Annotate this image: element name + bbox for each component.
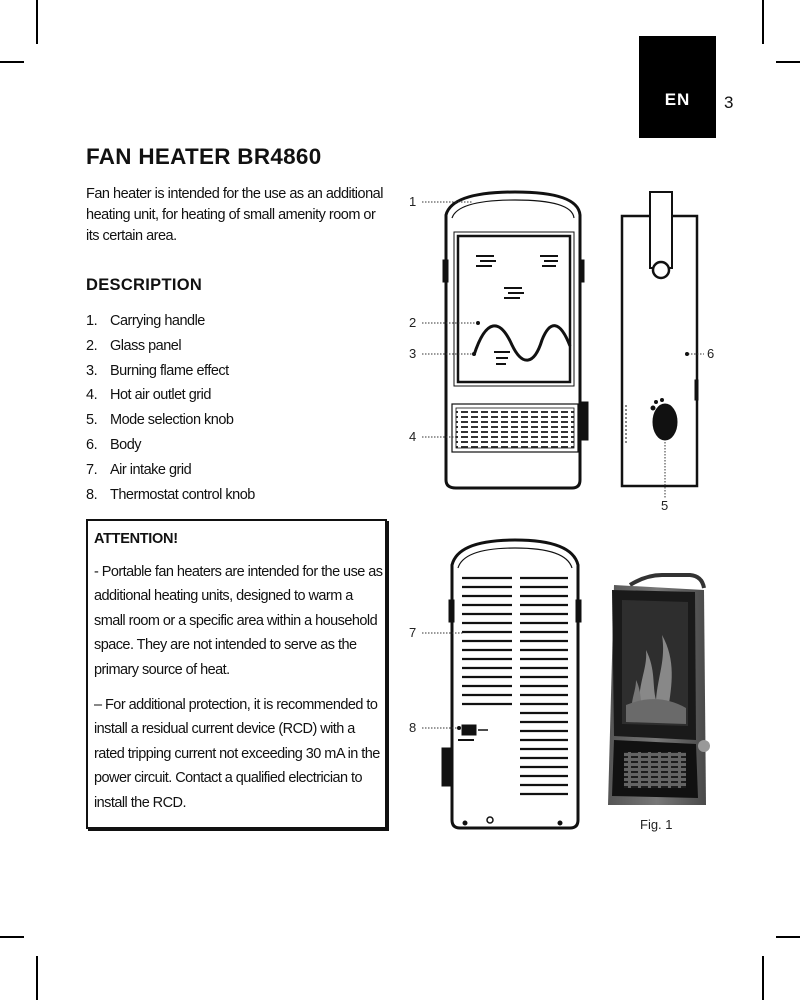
front-view: [443, 192, 588, 488]
attention-paragraph-1: - Portable fan heaters are intended for the use as additional heating units, designed to warm a small room or a specific area within a household space. They are not intended to serve as the primary source of heat.: [94, 564, 383, 678]
side-view: [622, 192, 698, 486]
language-tab: [639, 36, 716, 138]
description-heading: DESCRIPTION: [86, 276, 203, 294]
crop-mark: [0, 936, 24, 938]
list-item: 3. Burning flame effect: [86, 362, 229, 379]
list-item: 8. Thermostat control knob: [86, 486, 255, 503]
list-item: 2. Glass panel: [86, 337, 182, 354]
crop-mark: [36, 0, 38, 44]
callout-4: 4: [409, 429, 417, 444]
crop-mark: [762, 956, 764, 1000]
attention-box: [86, 519, 387, 829]
callout-8: 8: [409, 720, 417, 735]
callout-1: 1: [409, 194, 417, 209]
attention-title: ATTENTION!: [94, 531, 178, 547]
crop-mark: [36, 956, 38, 1000]
callout-2: 2: [409, 315, 417, 330]
list-item: 5. Mode selection knob: [86, 412, 234, 429]
list-item: 4. Hot air outlet grid: [86, 387, 211, 404]
heater-figure: [400, 180, 730, 840]
intro-paragraph: Fan heater is intended for the use as an additional heating unit, for heating of small amenity room or its certain area.: [86, 186, 383, 244]
attention-paragraph-2: – For additional protection, it is recommended to install a residual current device (RCD) with a rated tripping current not exceeding 30 mA in the power circuit. Contact a qualified electrician to install the RCD.: [94, 697, 380, 811]
description-list: [86, 311, 255, 509]
callout-6: 6: [707, 346, 715, 361]
crop-mark: [0, 61, 24, 63]
list-item: 1. Carrying handle: [86, 313, 205, 329]
crop-mark: [776, 936, 800, 938]
back-view: [442, 540, 581, 828]
callout-3: 3: [409, 346, 417, 361]
crop-mark: [762, 0, 764, 44]
product-photo: [608, 575, 710, 805]
page-number: 3: [724, 93, 734, 112]
list-item: 6. Body: [86, 436, 142, 453]
callout-5: 5: [661, 498, 669, 513]
heater-drawings: [400, 180, 730, 840]
crop-mark: [776, 61, 800, 63]
callout-7: 7: [409, 625, 417, 640]
list-item: 7. Air intake grid: [86, 461, 192, 478]
page-title: FAN HEATER BR4860: [86, 144, 322, 169]
language-label: EN: [664, 90, 691, 109]
figure-caption: Fig. 1: [640, 817, 673, 832]
